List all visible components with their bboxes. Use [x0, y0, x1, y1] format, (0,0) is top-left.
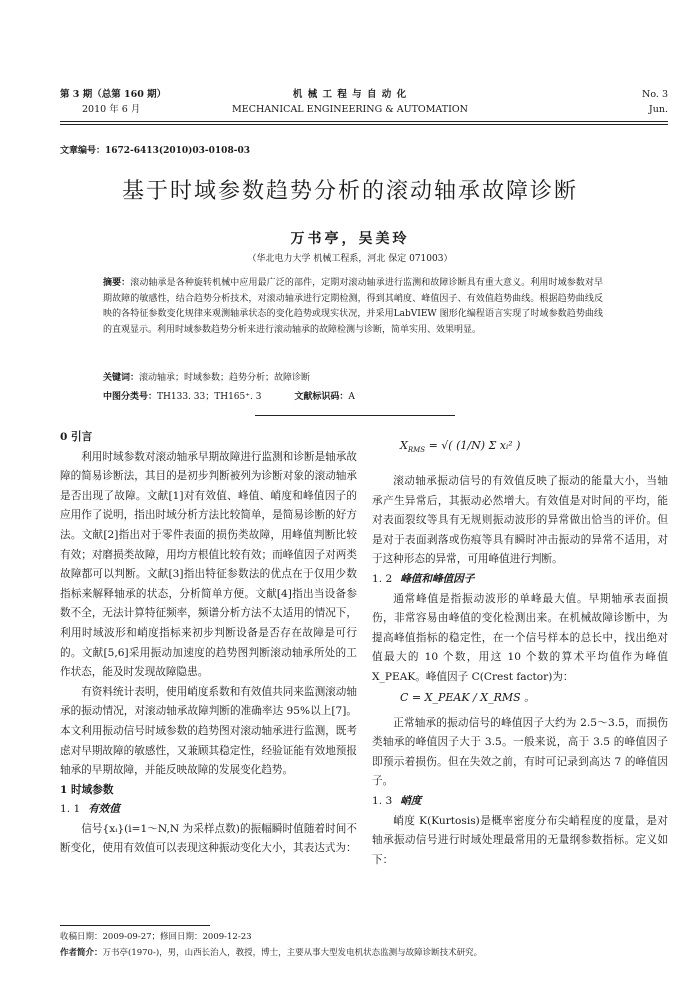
- header-date-en: Jun.: [648, 104, 668, 115]
- header-rule-thin: [60, 124, 668, 125]
- peak-paragraph: 通常峰值是指振动波形的单峰最大值。早期轴承表面损伤，非常容易由峰值的变化检测出来。在机械故障诊断中，为提高峰值指标的稳定性，在一个信号样本的总长中，找出绝对值最大的 10 个数，用这 10 个数的算术平均值作为峰值 X_PEAK。峰值因子 C(Crest factor)为：: [372, 592, 668, 683]
- right-column: [372, 436, 668, 870]
- formula-lhs-sub: RMS: [407, 446, 426, 455]
- formula-rhs: = √( (1/N) Σ xᵢ² ): [428, 439, 521, 452]
- abstract-label: 摘要：: [103, 278, 131, 288]
- intro-paragraph-2: 有资料统计表明，使用峭度系数和有效值共同来监测滚动轴承的振动情况，对滚动轴承故障判断的准确率达 95%以上[7]。本文利用振动信号时域参数的趋势图对滚动轴承进行监测，既考虑对早期故障的敏感性，又兼顾其稳定性，经验证能有效地预报轴承的早期故障，并能反映故障的发展变化趋势。: [60, 685, 357, 777]
- keywords-text: 滚动轴承；时域参数；趋势分析；故障诊断: [139, 373, 311, 383]
- subsection-title: 峰值和峰值因子: [400, 572, 475, 585]
- footnote-rule: [60, 925, 210, 926]
- footnote-author: [60, 946, 668, 961]
- crest-factor-paragraph: 正常轴承的振动信号的峰值因子大约为 2.5～3.5，而损伤类轴承的峰值因子大于 3.5。一般来说，高于 3.5 的峰值因子即预示着损伤。但在失效之前，有时可记录到高达 7 的峰值因子。: [372, 716, 668, 788]
- abstract-divider: [255, 415, 455, 416]
- section-introduction-heading: 0 引言: [60, 431, 93, 443]
- left-column: [60, 428, 357, 859]
- subsection-number: 1. 3: [372, 794, 393, 807]
- header-date: 2010 年 6 月: [82, 104, 141, 115]
- subsection-title: 峭度: [400, 794, 422, 807]
- footnote-received: 收稿日期：2009-09-27；修回日期：2009-12-23: [60, 932, 252, 942]
- keywords: [103, 370, 603, 383]
- author-bio-text: 万书亭(1970-)，男，山西长治人，教授，博士，主要从事大型发电机状态监测与故障诊断技术研究。: [102, 948, 483, 958]
- subsection-title: 有效值: [88, 803, 120, 816]
- crest-factor-formula: C = X_PEAK / X_RMS 。: [400, 690, 536, 704]
- header-rule: [60, 121, 668, 122]
- subsection-1-1-heading: [60, 800, 357, 820]
- classification: [103, 389, 603, 402]
- doc-code-label: 文献标识码：: [294, 392, 349, 402]
- header-issue-en: No. 3: [642, 89, 668, 100]
- subsection-1-2-heading: [372, 570, 668, 590]
- subsection-1-3-heading: [372, 792, 668, 812]
- rms-formula: [372, 436, 668, 472]
- formula-lhs: X: [400, 439, 408, 452]
- keywords-label: 关键词：: [103, 373, 140, 383]
- article-number: 文章编号：1672-6413(2010)03-0108-03: [60, 146, 250, 156]
- paper-title: 基于时域参数趋势分析的滚动轴承故障诊断: [121, 179, 578, 204]
- section-1-heading: 1 时域参数: [60, 783, 114, 796]
- doc-code: A: [348, 392, 355, 402]
- subsection-number: 1. 2: [372, 572, 393, 585]
- journal-name-en: MECHANICAL ENGINEERING & AUTOMATION: [232, 104, 468, 115]
- abstract-text: 滚动轴承是各种旋转机械中应用最广泛的部件，定期对滚动轴承进行监测和故障诊断具有重大意义。利用时域参数对早期故障的敏感性，结合趋势分析技术，对滚动轴承进行定期检测，得到其峭度、峰值因子、有效值趋势曲线。根据趋势曲线反映的各特征参数变化规律来观测轴承状态的变化趋势或现实状况，并采用LabVIEW 图形化编程语言实现了时域参数趋势曲线的直观显示。利用时域参数趋势分析来进行滚动轴承的故障检测与诊断，简单实用、效果明显。: [103, 278, 603, 335]
- journal-name-cn: 机 械 工 程 与 自 动 化: [292, 89, 408, 100]
- author-bio-label: 作者简介：: [60, 948, 103, 958]
- classification-label: 中图分类号：: [103, 392, 158, 402]
- rms-paragraph: 信号{xᵢ}(i=1～N,N 为采样点数)的振幅瞬时值随着时间不断变化，使用有效值可以表现这种振动变化大小，其表达式为：: [60, 822, 357, 855]
- rms-description: 滚动轴承振动信号的有效值反映了振动的能量大小，当轴承产生异常后，其振动必然增大。有效值是对时间的平均，能对表面裂纹等具有无规则振动波形的异常做出恰当的评价。但是对于表面剥落或伤痕等具有瞬时冲击振动的异常不适用，对于这种形态的异常，可用峰值进行判断。: [372, 475, 668, 566]
- abstract: [103, 276, 603, 338]
- authors: 万书亭，吴美玲: [290, 231, 410, 247]
- kurtosis-paragraph: 峭度 K(Kurtosis)是概率密度分布尖峭程度的度量，是对轴承振动信号进行时域处理最常用的无量纲参数指标。定义如下：: [372, 814, 668, 866]
- intro-paragraph-1: 利用时域参数对滚动轴承早期故障进行监测和诊断是轴承故障的简易诊断法，其目的是初步判断被列为诊断对象的滚动轴承是否出现了故障。文献[1]对有效值、峰值、峭度和峰值因子的应用作了说明，指出时域分析方法比较简单，是简易诊断的好方法。文献[2]指出对于零件表面的损伤类故障，用峰值判断比较有效；对磨损类故障，用均方根值比较有效；而峰值因子对两类故障都可以判断。文献[3]指出特征参数法的优点在于仅用少数指标来解释轴承的状态，分析简单方便。文献[4]指出当设备参数不全，无法计算特征频率，频谱分析方法不太适用的情况下，利用时域波形和峭度指标来初步判断设备是否存在故障是可行的。文献[5,6]采用振动加速度的趋势图判断滚动轴承所处的工作状态，能及时发现故障隐患。: [60, 450, 357, 679]
- affiliation: （华北电力大学 机械工程系，河北 保定 071003）: [247, 254, 453, 264]
- classification-text: TH133. 33；TH165⁺. 3: [157, 392, 262, 402]
- header-issue: 第 3 期（总第 160 期）: [60, 89, 167, 100]
- subsection-number: 1. 1: [60, 803, 81, 816]
